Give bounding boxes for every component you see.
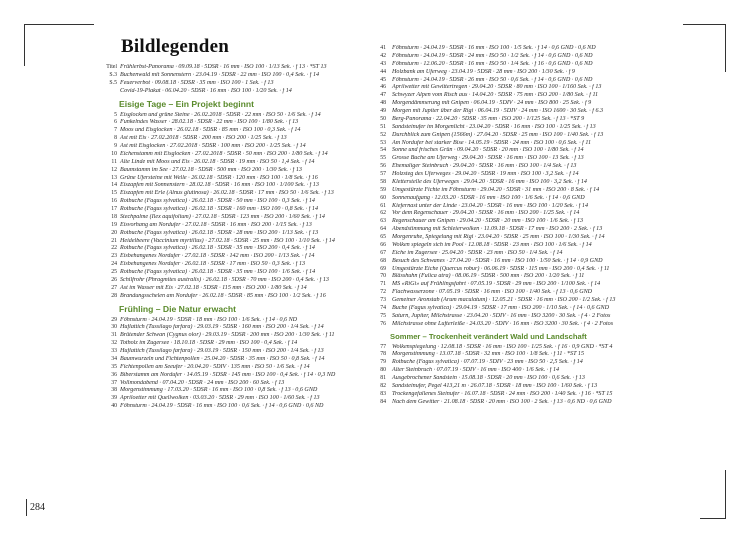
caption-entry	[371, 234, 671, 242]
caption-entry	[104, 403, 370, 411]
spring-list	[104, 317, 370, 412]
caption-text: Alte Linde mit Moos und Eis · 26.02.18 · 5DSR · 19 mm · ISO 50 · 1,4 Sek. · f 14	[120, 158, 315, 165]
caption-number: 64	[380, 226, 386, 233]
caption-number: 71	[380, 281, 386, 288]
caption-number: 54	[380, 147, 386, 154]
caption-text: Fichtenpollen am Seeufer · 20.04.20 · 5DIV · 135 mm · ISO 50 · 1/6 Sek. · f 14	[120, 363, 310, 370]
caption-entry	[104, 324, 370, 332]
caption-entry	[104, 230, 370, 238]
caption-text: Berg-Panorama · 22.04.20 · 5DSR · 35 mm · ISO 200 · 1/125 Sek. · f 13 · *ST 9	[392, 115, 585, 122]
caption-number: S.5	[109, 79, 117, 86]
caption-number: S.3	[109, 71, 117, 78]
caption-number: 18	[111, 213, 117, 220]
summer-list	[371, 344, 671, 407]
caption-text: Regenschauer am Gnipen · 29.04.20 · 5DSR · 20 mm · ISO 100 · 1/6 Sek. · f 13	[392, 218, 584, 225]
caption-text: Gemeiner Aronstab (Arum maculatum) · 12.05.21 · 5DSR · 16 mm · ISO 200 · 1/2 Sek. · f 13	[392, 297, 616, 303]
folio-rule	[26, 499, 27, 516]
caption-number: 45	[380, 76, 386, 83]
caption-entry	[104, 119, 370, 127]
caption-entry	[104, 112, 370, 120]
section-heading-summer: Sommer – Trockenheit verändert Wald und Landschaft	[390, 331, 587, 341]
caption-number: 76	[380, 320, 386, 327]
caption-text: Ausgebrochener Sandstein · 15.08.18 · 5DSR · 20 mm · ISO 100 · 0,6 Sek. · f 13	[392, 375, 585, 381]
caption-entry	[371, 391, 671, 399]
caption-text: Rotbuche (Fagus sylvatica) · 26.02.18 · 5DSR · 160 mm · ISO 100 · 0,8 Sek. · f 14	[120, 206, 319, 212]
caption-text: Abendstimmung mit Schleierwolken · 11.09.18 · 5DSR · 17 mm · ISO 200 · 2 Sek. · f 13	[392, 226, 603, 233]
caption-number: 53	[380, 139, 386, 146]
caption-entry	[104, 348, 370, 356]
caption-entry	[371, 367, 671, 375]
caption-text: Rotbuche (Fagus sylvatica) · 26.02.18 · 5DSR · 28 mm · ISO 200 · 1/13 Sek. · f 13	[120, 229, 319, 236]
caption-text: Vor dem Regenschauer · 29.04.20 · 5DSR · 16 mm · ISO 200 · 1/25 Sek. · f 14	[392, 210, 580, 217]
caption-text: Buchenwald mit Sonnenstern · 23.04.19 · 5DSR · 22 mm · ISO 100 · 0,4 Sek. · f 14	[120, 71, 320, 78]
caption-number: 56	[380, 163, 386, 170]
caption-number: 37	[111, 379, 117, 386]
crop-mark-top-left-vertical	[24, 24, 25, 66]
caption-number: 79	[380, 359, 386, 366]
caption-number: 15	[111, 190, 117, 197]
caption-text: Huflattich (Tussilago farfara) · 29.03.19 · 5DSR · 160 mm · ISO 200 · 1/4 Sek. · f 14	[120, 324, 324, 331]
caption-text: Eisbehangenes Nordufer · 26.02.18 · 5DSR · 17 mm · ISO 50 · 0,3 Sek. · f 13	[120, 261, 306, 268]
caption-text: Moos und Eisglocken · 26.02.18 · 5DSR · 85 mm · ISO 100 · 0,3 Sek. · f 14	[120, 127, 301, 134]
caption-text: Holzsteg des Uferweges · 29.04.20 · 5DSR · 19 mm · ISO 100 · 3,2 Sek. · f 14	[392, 171, 579, 177]
caption-text: Durchblick zum Gnipen (1566m) · 27.04.20 · 5DSR · 25 mm · ISO 100 · 1/40 Sek. · f 13	[392, 131, 604, 138]
caption-text: Frühlerbst-Panorama · 09.09.18 · 5DSR · 16 mm · ISO 100 · 1/13 Sek. · f 13 · *ST 13	[120, 64, 327, 70]
caption-entry	[371, 155, 671, 163]
caption-entry	[371, 53, 671, 61]
caption-entry	[104, 261, 370, 269]
caption-text: Sandsteinufer im Morgenlicht · 23.04.20 · 5DSR · 16 mm · ISO 100 · 1/25 Sek. · f 13	[392, 123, 596, 130]
caption-entry	[104, 72, 370, 80]
caption-entry	[371, 77, 671, 85]
caption-text: Sonne und frisches Grün · 09.04.20 · 5DSR · 20 mm · ISO 100 · 1/80 Sek. · f 14	[392, 147, 584, 154]
caption-number: 43	[380, 60, 386, 67]
caption-text: Rotbuche (Fagus sylvatica) · 07.07.19 · 5DIV · 23 mm · ISO 50 · 2,5 Sek. · f 14	[392, 359, 583, 366]
caption-text: Sandsteinufer, Pegel 413,21 m · 26.07.18 · 5DSR · 18 mm · ISO 100 · 1/60 Sek. · f 13	[392, 382, 598, 389]
caption-entry	[371, 92, 671, 100]
caption-text: Föhnsturm · 24.04.19 · 5DSR · 16 mm · ISO 100 · 1/5 Sek. · f 14 · 0,6 GND · 0,6 ND	[392, 45, 596, 51]
caption-entry	[371, 179, 671, 187]
caption-entry	[104, 127, 370, 135]
caption-number: 6	[114, 119, 117, 126]
caption-entry	[371, 116, 671, 124]
caption-entry	[371, 195, 671, 203]
caption-text: Trockengefallenes Steinufer · 16.07.18 · 5DSR · 24 mm · ISO 200 · 1/40 Sek. · f 16 · *ST 15	[392, 390, 613, 397]
caption-text: Morgenstimmung · 13.07.18 · 5DSR · 32 mm · ISO 100 · 1/8 Sek. · f 11 · *ST 15	[392, 351, 584, 358]
caption-text: Baumwurzeln und Fichtenpollen · 25.04.20 · 5DSR · 35 mm · ISO 50 · 0,8 Sek. · f 14	[120, 355, 325, 362]
caption-entry	[371, 289, 671, 297]
caption-text: Morgenstimmung · 17.03.20 · 5DSR · 16 mm · ISO 100 · 0,8 Sek. · f 13 · 0,6 GND	[120, 387, 318, 394]
caption-number: 36	[111, 371, 117, 378]
caption-number: 65	[380, 234, 386, 240]
caption-number: 11	[111, 158, 117, 165]
caption-number: 61	[380, 202, 386, 209]
caption-number: 75	[380, 312, 386, 319]
caption-number: 20	[111, 229, 117, 236]
caption-text: Milchstrasse ohne Lufterleiße · 24.03.20 · 5DIV · 16 mm · ISO 3200 · 30 Sek. · f 4 · 2 Fotos	[392, 320, 614, 327]
caption-text: Holzbank am Uferweg · 23.04.19 · 5DSR · 28 mm · ISO 200 · 1/30 Sek. · f 9	[392, 68, 575, 75]
caption-number: 81	[380, 375, 386, 381]
caption-number: 5	[114, 111, 117, 118]
caption-entry	[371, 321, 671, 329]
caption-entry	[371, 147, 671, 155]
caption-number: 19	[111, 221, 117, 228]
caption-number: 78	[380, 351, 386, 358]
caption-number: 50	[380, 115, 386, 122]
caption-text: Baumstamm im See · 27.02.18 · 5DSR · 500 mm · ISO 200 · 1/30 Sek. · f 13	[120, 166, 302, 173]
caption-entry	[371, 344, 671, 352]
caption-text: Wolkenspiegelung · 12.08.18 · 5DSR · 16 mm · ISO 100 · 1/25 Sek. · f 16 · 0,9 GND · *ST 4	[392, 343, 613, 350]
caption-entry	[104, 238, 370, 246]
caption-number: 10	[111, 150, 117, 157]
caption-number: 52	[380, 131, 386, 138]
caption-text: Besuch des Schwanes · 27.04.20 · 5DSR · 16 mm · ISO 100 · 1/50 Sek. · f 14 · 0,9 GND	[392, 257, 603, 264]
caption-number: 74	[380, 304, 386, 311]
caption-text: Ast mit Eis · 27.02.2018 · 5DSR · 200 mm · ISO 200 · 1/25 Sek. · f 13	[120, 135, 287, 142]
caption-entry	[371, 266, 671, 274]
caption-number: 9	[114, 143, 117, 149]
caption-entry	[371, 242, 671, 250]
caption-text: Feuerverbot · 09.08.18 · 5DSR · 35 mm · ISO 100 · 1 Sek. · f 13	[120, 79, 274, 86]
caption-number: 77	[380, 343, 386, 350]
caption-text: Rotbuche (Fagus sylvatica) · 26.02.18 · 5DSR · 35 mm · ISO 200 · 0,4 Sek. · f 14	[120, 245, 315, 252]
caption-text: Buche (Fagus sylvatica) · 29.04.19 · 5DSR · 17 mm · ISO 200 · 1/10 Sek. · f 14 · 0,6 GND	[392, 304, 609, 311]
caption-entry	[371, 351, 671, 359]
caption-number: 72	[380, 289, 386, 296]
caption-text: Eiche im Zugersee · 25.04.20 · 5DSR · 23 mm · ISO 50 · 1/4 Sek. · f 14	[392, 249, 563, 256]
caption-entry	[104, 80, 370, 88]
caption-entry	[371, 187, 671, 195]
caption-entry	[371, 281, 671, 289]
caption-text: Morgenruhe, Spiegelung mit Rigi · 23.04.20 · 5DSR · 25 mm · ISO 100 · 1/30 Sek. · f 14	[392, 234, 605, 240]
caption-text: Apriloetter mit Quellwolken · 03.03.20 · 5DSR · 29 mm · ISO 100 · 1/60 Sek. · f 13	[120, 395, 320, 402]
caption-number: 49	[380, 108, 386, 114]
caption-entry	[371, 84, 671, 92]
intro-list	[104, 64, 370, 96]
caption-entry	[104, 317, 370, 325]
column-left	[104, 64, 370, 411]
caption-text: Schilfrohr (Phragmites australis) · 26.02.18 · 5DSR · 70 mm · ISO 200 · 0,4 Sek. · f 13	[120, 276, 329, 283]
caption-number: 38	[111, 387, 117, 394]
caption-text: Ehemaliger Steinbruch · 29.04.20 · 5DSR · 16 mm · ISO 100 · 1/4 Sek. · f 13	[392, 163, 577, 170]
caption-number: 27	[111, 284, 117, 291]
crop-mark-bottom-right-vertical	[725, 470, 726, 518]
caption-text: Föhnsturm · 24.04.19 · 5DSR · 16 mm · ISO 100 · 0,6 Sek. · f 14 · 0,6 GND · 0,6 ND	[120, 403, 324, 410]
caption-entry	[371, 100, 671, 108]
caption-entry	[104, 269, 370, 277]
caption-number: 73	[380, 297, 386, 303]
caption-number: 59	[380, 186, 386, 193]
caption-entry	[104, 151, 370, 159]
caption-number: 42	[380, 52, 386, 59]
winter-list	[104, 112, 370, 301]
caption-entry	[371, 226, 671, 234]
caption-text: Umgestürzte Eiche (Quercus robur) · 06.06.19 · 5DSR · 115 mm · ISO 200 · 0,4 Sek. · f 11	[392, 265, 610, 272]
caption-entry	[371, 108, 671, 116]
caption-number: 40	[111, 403, 117, 410]
crop-mark-top-right-vertical	[725, 24, 726, 72]
caption-number: 55	[380, 155, 386, 162]
caption-text: Umgestürzte Fichte im Föhnsturm · 29.04.20 · 5DSR · 31 mm · ISO 200 · 8 Sek. · f 14	[392, 186, 600, 193]
caption-text: Blässhuhn (Fulica atra) · 08.06.19 · 5DSR · 500 mm · ISO 200 · 1/20 Sek. · f 11	[392, 273, 585, 280]
caption-entry	[104, 88, 370, 96]
caption-entry	[104, 395, 370, 403]
caption-text: Funkelndes Wasser · 28.02.18 · 5DSR · 22 mm · ISO 100 · 1/80 Sek. · f 13	[120, 119, 299, 126]
caption-number: 24	[111, 261, 117, 268]
caption-number: 84	[380, 398, 386, 405]
caption-number: 13	[111, 174, 117, 181]
caption-text: Eichenstamm mit Eisglocken · 27.02.2018 · 5DSR · 50 mm · ISO 200 · 1/80 Sek. · f 14	[120, 150, 328, 157]
caption-entry	[371, 61, 671, 69]
caption-entry	[371, 163, 671, 171]
caption-number: 48	[380, 100, 386, 107]
caption-number: 17	[111, 206, 117, 212]
caption-number: 62	[380, 210, 386, 217]
caption-entry	[104, 64, 370, 72]
caption-entry	[371, 45, 671, 53]
caption-number: 68	[380, 257, 386, 264]
caption-number: Titel	[106, 64, 117, 70]
caption-text: Rotbuche (Fagus sylvatica) · 26.02.18 · 5DSR · 35 mm · ISO 100 · 1/6 Sek. · f 14	[120, 269, 316, 275]
caption-text: Nach dem Gewitter · 21.08.18 · 5DSR · 20 mm · ISO 100 · 2 Sek. · f 13 · 0,6 ND · 0,6 GND	[392, 398, 612, 405]
caption-number: 83	[380, 390, 386, 397]
caption-number: 23	[111, 253, 117, 260]
caption-entry	[104, 293, 370, 301]
caption-text: Aprilwetter mit Gewittertregen · 29.04.20 · 5DSR · 80 mm · ISO 100 · 1/160 Sek. · f 13	[392, 84, 602, 91]
caption-text: Föhnsturm · 12.06.20 · 5DSR · 16 mm · ISO 50 · 1/4 Sek. · f 16 · 0,6 GND · 0,6 ND	[392, 60, 593, 67]
caption-text: Morgen mit Jupiter über der Rigi · 06.04.19 · 5DIV · 24 mm · ISO 1600 · 30 Sek. · f 6.3	[392, 108, 604, 114]
caption-number: 21	[111, 237, 117, 244]
caption-entry	[104, 198, 370, 206]
caption-number: 16	[111, 198, 117, 205]
caption-entry	[104, 277, 370, 285]
caption-number: 46	[380, 84, 386, 91]
right-list	[371, 45, 671, 329]
caption-text: Morgendämmerung mit Gnipen · 06.04.19 · 5DIV · 24 mm · ISO 800 · 25 Sek. · f 9	[392, 100, 592, 107]
caption-number: 51	[380, 123, 386, 130]
caption-entry	[371, 258, 671, 266]
caption-text: Eisglocken und grüne Steine · 26.02.2018 · 5DSR · 22 mm · ISO 50 · 1/6 Sek. · f 14	[120, 111, 321, 118]
caption-text: Grüne Ufersteine mit Welle · 26.02.18 · 5DSR · 120 mm · ISO 100 · 1/8 Sek. · f 16	[120, 174, 318, 181]
caption-text: Heidelbeere (Vaccinium myrtillus) · 27.02.18 · 5DSR · 25 mm · ISO 100 · 1/10 Sek. · f 14	[120, 237, 335, 244]
column-right	[371, 45, 671, 407]
caption-text: Kiefernast unter der Linde · 23.04.20 · 5DSR · 16 mm · ISO 100 · 1/20 Sek. · f 14	[392, 202, 588, 209]
caption-entry	[371, 297, 671, 305]
caption-number: 47	[380, 92, 386, 99]
caption-entry	[104, 387, 370, 395]
caption-text: Eisbehangenes Nordufer · 27.02.18 · 5DSR · 142 mm · ISO 200 · 1/13 Sek. · f 14	[120, 253, 315, 260]
caption-text: Covid-19-Plakat · 06.04.20 · 5DSR · 16 mm · ISO 100 · 1/20 Sek. · f 14	[120, 87, 292, 94]
crop-mark-top-right-horizontal	[683, 24, 725, 25]
caption-entry	[104, 143, 370, 151]
caption-text: Kletterstelle des Uferweges · 29.04.20 · 5DSR · 16 mm · ISO 100 · 3,2 Sek. · f 14	[392, 178, 587, 185]
caption-number: 28	[111, 292, 117, 299]
caption-entry	[104, 175, 370, 183]
caption-text: Grosse Buche am Uferweg · 29.04.20 · 5DSR · 16 mm · ISO 100 · 13 Sek. · f 13	[392, 155, 584, 162]
caption-number: 58	[380, 178, 386, 185]
caption-text: Biberstamm am Nordufer · 14.05.19 · 5DSR · 145 mm · ISO 100 · 0,4 Sek. · f 14 · 0,3 ND	[120, 371, 336, 378]
caption-number: 70	[380, 273, 386, 280]
caption-number: 63	[380, 218, 386, 225]
caption-number: 35	[111, 363, 117, 370]
caption-number: 60	[380, 194, 386, 201]
caption-text: Schwyzer Alpen vom Risch aus · 14.04.20 · 5DSR · 75 mm · ISO 200 · 1/80 Sek. · f 11	[392, 92, 599, 99]
caption-entry	[371, 250, 671, 258]
caption-number: 69	[380, 265, 386, 272]
caption-entry	[371, 399, 671, 407]
caption-text: Sonnenaufgang · 12.03.20 · 5DSR · 16 mm · ISO 100 · 1/6 Sek. · f 14 · 0,6 GND	[392, 194, 585, 201]
caption-entry	[104, 222, 370, 230]
caption-number: 34	[111, 355, 117, 362]
caption-entry	[104, 364, 370, 372]
caption-text: Wolken spiegeln sich im Pool · 12.08.18 · 5DSR · 23 mm · ISO 100 · 1/6 Sek. · f 14	[392, 241, 592, 248]
caption-entry	[371, 140, 671, 148]
caption-entry	[104, 332, 370, 340]
caption-text: Föhnsturm · 24.04.19 · 5DSR · 24 mm · ISO 50 · 1/2 Sek. · f 14 · 0,6 GND · 0,6 ND	[392, 52, 593, 59]
section-heading-spring: Frühling – Die Natur erwacht	[119, 303, 236, 314]
caption-text: Eiszapfen mit Erle (Alnus glutinosa) · 26.02.18 · 5DSR · 17 mm · ISO 50 · 1/6 Sek. · f 13	[120, 190, 334, 197]
caption-text: Ast im Wasser mit Eis · 27.02.18 · 5DSR · 115 mm · ISO 200 · 1/80 Sek. · f 14	[120, 284, 307, 291]
caption-entry	[371, 132, 671, 140]
caption-text: Eiszapfen mit Sonnenstern · 28.02.18 · 5DSR · 16 mm · ISO 100 · 1/100 Sek. · f 13	[120, 182, 319, 189]
caption-text: Brandungsschelen am Nordufer · 26.02.18 · 5DSR · 85 mm · ISO 100 · 1/2 Sek. · f 16	[120, 292, 326, 299]
caption-number: 32	[111, 340, 117, 347]
page-heading: Bildlegenden	[121, 36, 229, 57]
caption-number: 25	[111, 269, 117, 275]
caption-entry	[371, 171, 671, 179]
caption-number: 66	[380, 241, 386, 248]
caption-number: 57	[380, 171, 386, 177]
caption-entry	[371, 305, 671, 313]
page-number: 284	[30, 502, 45, 513]
caption-text: Stechpalme (Ilex aquifolium) · 27.02.18 · 5DSR · 123 mm · ISO 200 · 1/60 Sek. · f 14	[120, 213, 325, 220]
caption-number: 39	[111, 395, 117, 402]
caption-text: Flachwasserzone · 07.05.19 · 5DSR · 16 mm · ISO 100 · 1/40 Sek. · f 13 · 0,6 GND	[392, 289, 593, 296]
caption-entry	[104, 135, 370, 143]
caption-number: 41	[380, 45, 386, 51]
caption-number: 31	[111, 332, 117, 339]
caption-number: 44	[380, 68, 386, 75]
caption-number: 33	[111, 348, 117, 354]
caption-entry	[104, 340, 370, 348]
section-heading-winter: Eisige Tage – Ein Projekt beginnt	[119, 98, 254, 109]
caption-number: 7	[114, 127, 117, 134]
caption-entry	[371, 375, 671, 383]
caption-number: 30	[111, 324, 117, 331]
caption-number: 22	[111, 245, 117, 252]
caption-text: Alter Steinbruch · 07.07.19 · 5DIV · 16 mm · ISO 400 · 1/6 Sek. · f 14	[392, 367, 560, 374]
caption-entry	[371, 203, 671, 211]
caption-number: 67	[380, 249, 386, 256]
crop-mark-top-left-horizontal	[24, 24, 94, 25]
crop-mark-bottom-right-horizontal	[700, 518, 726, 519]
caption-text: Saturn, Jupiter, Milchstrasse · 23.04.20 · 5DIV · 16 mm · ISO 3200 · 30 Sek. · f 4 · 2 Fotos	[392, 312, 611, 319]
caption-text: Rotbuche (Fagus sylvatica) · 26.02.18 · 5DSR · 50 mm · ISO 100 · 0,3 Sek. · f 14	[120, 198, 315, 205]
caption-entry	[104, 159, 370, 167]
caption-entry	[104, 253, 370, 261]
caption-text: Totholz im Zugersee · 18.10.18 · 5DSR · 29 mm · ISO 100 · 0,4 Sek. · f 14	[120, 340, 298, 347]
caption-number: 26	[111, 276, 117, 283]
caption-number: 80	[380, 367, 386, 374]
caption-entry	[371, 69, 671, 77]
caption-entry	[104, 356, 370, 364]
caption-entry	[371, 218, 671, 226]
caption-entry	[371, 273, 671, 281]
caption-entry	[371, 313, 671, 321]
caption-entry	[371, 359, 671, 367]
caption-entry	[371, 210, 671, 218]
caption-text: Am Nordufer bei starker Bise · 14.05.19 · 5DSR · 24 mm · ISO 100 · 0,6 Sek. · f 11	[392, 139, 592, 146]
caption-entry	[104, 372, 370, 380]
caption-entry	[104, 380, 370, 388]
caption-text: Huflattich (Tussilago farfara) · 29.03.19 · 5DSR · 150 mm · ISO 200 · 1/4 Sek. · f 13	[120, 348, 324, 354]
caption-entry	[371, 383, 671, 391]
caption-number: 29	[111, 316, 117, 323]
caption-number: 82	[380, 382, 386, 389]
caption-text: Eisvorhang am Nordufer · 27.02.18 · 5DSR · 16 mm · ISO 200 · 1/15 Sek. · f 13	[120, 221, 312, 228]
caption-entry	[104, 245, 370, 253]
caption-entry	[104, 167, 370, 175]
caption-number: 8	[114, 135, 117, 142]
caption-entry	[371, 124, 671, 132]
caption-number: 14	[111, 182, 117, 189]
caption-entry	[104, 285, 370, 293]
caption-text: Brütender Schwan (Cygnus olor) · 29.03.19 · 5DSR · 200 mm · ISO 200 · 1/30 Sek. · f 11	[120, 332, 335, 339]
caption-text: Föhnsturm · 24.04.19 · 5DSR · 18 mm · ISO 100 · 1/6 Sek. · f 14 · 0,6 ND	[120, 316, 298, 323]
caption-entry	[104, 214, 370, 222]
caption-entry	[104, 190, 370, 198]
caption-text: Ast mit Eisglocken · 27.02.2018 · 5DSR · 100 mm · ISO 200 · 1/25 Sek. · f 14	[120, 143, 306, 149]
caption-entry	[104, 206, 370, 214]
caption-number: 12	[111, 166, 117, 173]
caption-text: MS «RiGi» auf Frühlingsfahrt · 07.05.19 · 5DSR · 29 mm · ISO 200 · 1/100 Sek. · f 14	[392, 281, 601, 288]
caption-entry	[104, 182, 370, 190]
caption-text: Föhnsturm · 24.04.19 · 5DSR · 26 mm · ISO 50 · 0,6 Sek. · f 14 · 0,6 GND · 0,6 ND	[392, 76, 593, 83]
caption-text: Vollmondabend · 07.04.20 · 5DSR · 24 mm · ISO 200 · 60 Sek. · f 13	[120, 379, 285, 386]
